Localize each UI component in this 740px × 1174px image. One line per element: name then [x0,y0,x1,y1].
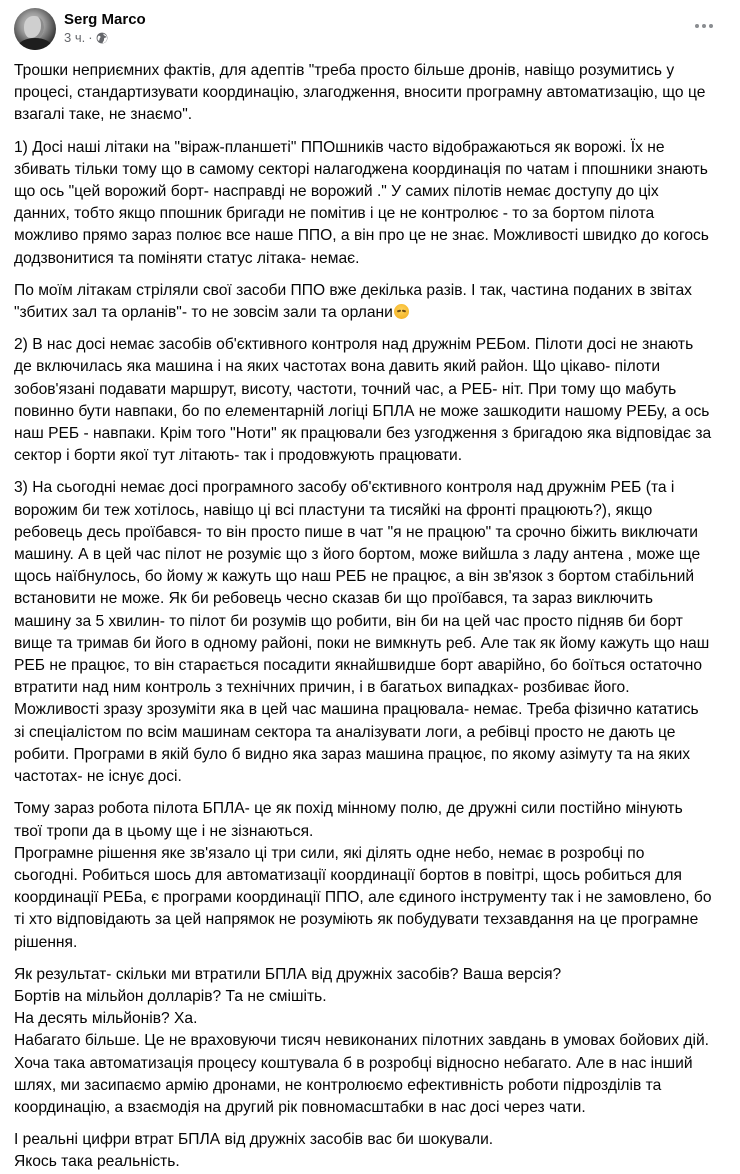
paragraph-line: 2) В нас досі немає засобів об'єктивного контроля над дружнім РЕБом. Пілоти досі не знають де включилась яка машина і на яких частотах вона давить який район. Що цікаво- пілоти зобов'язані подавати маршрут, висоту, частоти, точний час, а РЕБ- ніт. При тому що мабуть повинно бути навпаки, бо по елементарній логіці БПЛА не може зашкодити нашому РЕБу, а ось наш РЕБ - навпаки. Крім того "Ноти" як працювали без узгодження з бригадою яка відповідає за сектор і борти якої тут літають- так і продовжують працювати. [14,336,712,465]
more-options-icon-dot [702,24,706,28]
post-paragraph-conclusion [14,798,712,953]
post-paragraph-final [14,1129,712,1173]
post-timestamp[interactable]: 3 ч. [64,30,86,45]
post-header [14,0,726,56]
paragraph-line: 3) На сьогодні немає досі програмного засобу об'єктивного контроля над дружнім РЕБ (та і ворожим би теж хотілось, навіщо ці всі пластуни та тисяйкі на фронті працюють?), якщо ребовець десь проїбався- то він просто пише в чат "я не працюю" та срочно біжить виключати машину. А в цей час пілот не розуміє що з його бортом, може вийшла з ладу антена , може ще щось наїбнулось, бо йому ж кажуть що наш РЕБ не працює, а він зв'язок з бортом стабільний встановити не може. Як би ребовець чесно сказав би що проїбався, та зараз виключить машину за 5 хвилин- то пілот би розумів що робити, він би на цей час просто підняв би борт вище та тримав би його в одному районі, поки не вимкнуть реб. Але так як йому кажуть що наш РЕБ не працює, то він старається посадити якнайшвидше борт аварійно, бо боїться остаточно втратити над ним контроль з технічних причин, і в багатьох випадках- розбиває його. Можливості зразу зрозуміти яка в цей час машина працювала- немає. Треба фізично кататись зі спеціалістом по всім машинам сектора та аналізувати логи, а ребівці просто не дають це робити. Програми в якій було б видно яка зараз машина працює, по якому азімуту та на яких частотах- не існує досі. [14,479,710,786]
post-paragraph-intro [14,60,712,127]
post-paragraph-friendly-fire [14,280,712,324]
more-options-icon-dot [709,24,713,28]
meta-separator: · [88,30,93,45]
paragraph-line: Трошки неприємних фактів, для адептів "треба просто більше дронів, навіщо розумитись у процесі, стандартизувати координацію, злагодження, вносити програмну автоматизацію, що це взагалі таке, не знаємо". [14,62,706,124]
paragraph-line: Як результат- скільки ми втратили БПЛА від дружніх засобів? Ваша версія? [14,965,562,983]
post-time-row [64,29,146,46]
more-options-icon-dot [695,24,699,28]
post-meta [64,10,146,46]
paragraph-line: На десять мільйонів? Ха. [14,1010,198,1028]
globe-icon[interactable] [96,32,108,44]
paragraph-line: Програмне рішення яке зв'язало ці три сили, які ділять одне небо, немає в розробці по сьогодні. Робиться шось для автоматизації координації бортов в повітрі, щось робиться для координації РЕБа, є програми координації ППО, але єдиного інструменту так і не замовлено, бо ті хто відповідають за цей напрямок не розуміють як побудувати техзавдання на це програмне рішення. [14,844,712,951]
paragraph-line: Бортів на мільйон долларів? Та не смішіть. [14,987,327,1005]
paragraph-line: По моїм літакам стріляли свої засоби ППО вже декілька разів. І так, частина поданих в звітах "збитих зал та орланів"- то не зовсім зали та орлани [14,281,692,322]
paragraph-line: І реальні цифри втрат БПЛА від дружніх засобів вас би шокували. [14,1131,494,1149]
paragraph-line: 1) Досі наші літаки на "віраж-планшеті" ППОшників часто відображаються як ворожі. Їх не збивать тільки тому що в самому секторі налагоджена координація по чатам і ппошники знають що ось "цей ворожий борт- насправді не ворожий ." У самих пілотів немає доступу до ціх данних, тобто якщо ппошник бригади не помітив і це не контролює - то за бортом пілота можливо прямо зараз полює все наше ППО, а він про це не знає. Можливості швидко до когось додзвонитися та поміняти статус літака- немає. [14,138,709,267]
post-body [14,56,726,1174]
post-paragraph-point-2 [14,334,712,467]
paragraph-line: Набагато більше. Це не враховуючи тисяч невиконаних пілотних завдань в умовах бойових дій. Хоча така автоматизація процесу коштувала б в розробці відносно небагато. Але в нас інший шлях, ми засипаємо армію дронами, не контролюємо ефективність роботи підрозділів та координацію, а взаємодія на другий рік повномасштабки в нас досі через чати. [14,1032,710,1116]
paragraph-line: Якось така реальність. [14,1153,180,1171]
author-avatar[interactable] [14,8,56,50]
disappointed-face-emoji-icon [394,304,409,319]
author-name[interactable]: Serg Marco [64,11,146,28]
paragraph-line: Тому зараз робота пілота БПЛА- це як похід мінному полю, де дружні сили постійно мінують твої тропи да в цьому ще і не зізнаються. [14,800,683,840]
post-paragraph-point-1 [14,137,712,270]
post-paragraph-point-3 [14,477,712,788]
more-options-button[interactable] [690,18,718,34]
post-paragraph-result [14,964,712,1119]
